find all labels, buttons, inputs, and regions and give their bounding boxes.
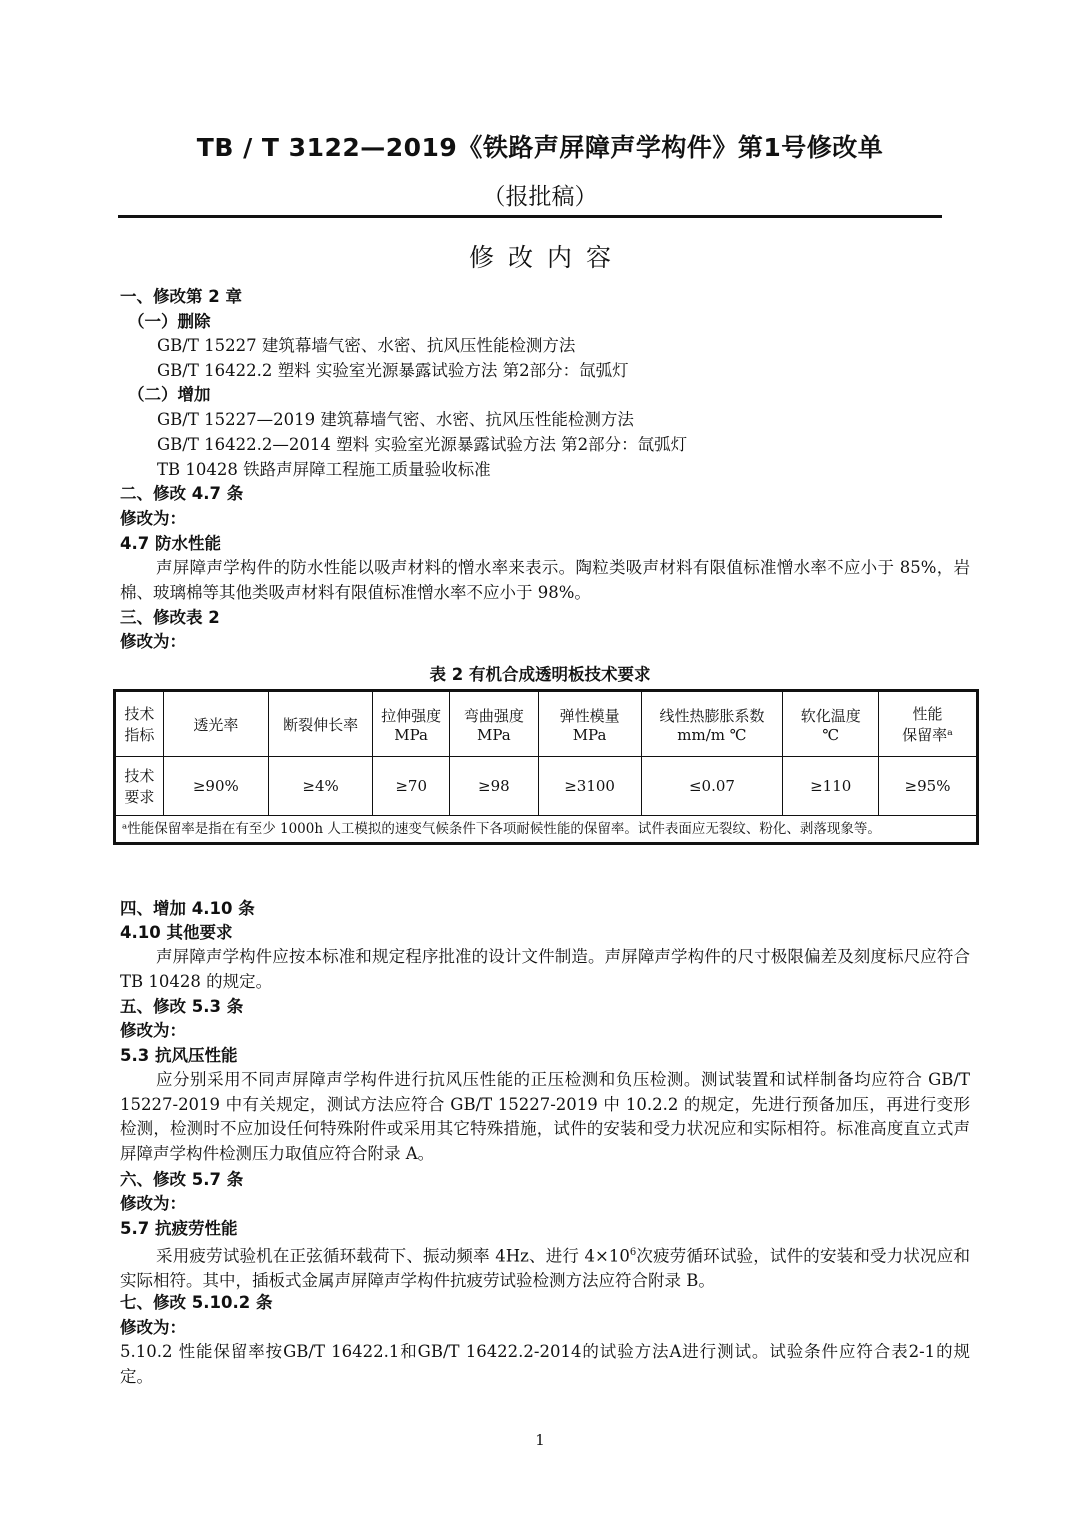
table-value-cell: 技术 要求	[115, 757, 164, 816]
table-header-cell: 线性热膨胀系数 mm/m ℃	[641, 691, 783, 757]
sec1-add-item: GB/T 16422.2—2014 塑料 实验室光源暴露试验方法 第2部分：氙弧灯	[157, 435, 688, 454]
table-note-row	[115, 816, 978, 844]
table-header-cell: 弯曲强度 MPa	[450, 691, 539, 757]
table-header-cell: 性能 保留率ᵃ	[879, 691, 978, 757]
table-header-cell: 弹性模量 MPa	[538, 691, 641, 757]
table-value-cell: ≤0.07	[641, 757, 783, 816]
spec-table	[113, 689, 979, 845]
table-value-cell: ≥70	[373, 757, 450, 816]
sec2-change-to: 修改为：	[120, 509, 186, 528]
sec7-paragraph: 5.10.2 性能保留率按GB/T 16422.1和GB/T 16422.2-2014的试验方法A进行测试。试验条件应符合表2-1的规定。	[120, 1342, 970, 1386]
sec5-change-to: 修改为：	[120, 1021, 186, 1040]
sec3-heading: 三、修改表 2	[120, 608, 220, 627]
sec7-heading: 七、修改 5.10.2 条	[120, 1293, 273, 1312]
sec1-delete-label: （一）删除	[128, 312, 211, 331]
table-value-cell: ≥110	[783, 757, 879, 816]
table-header-cell: 断裂伸长率	[268, 691, 372, 757]
sec6-heading: 六、修改 5.7 条	[120, 1170, 244, 1189]
sec6-change-to: 修改为：	[120, 1194, 186, 1213]
sec1-add-label: （二）增加	[128, 385, 211, 404]
sec5-paragraph: 应分别采用不同声屏障声学构件进行抗风压性能的正压检测和负压检测。测试装置和试样制备均应符合 GB/T 15227-2019 中有关规定，测试方法应符合 GB/T 15227-2019 中 10.2.2 的规定，先进行预备加压，再进行变形检测，检测时不应加设任何特殊附件或采用其它特殊措施，试件的安装和受力状况应和实际相符。标准高度直立式声屏障声学构件检测压力取值应符合附录 A。	[120, 1070, 970, 1163]
table-header-row	[115, 691, 978, 757]
sec2-paragraph: 声屏障声学构件的防水性能以吸声材料的憎水率来表示。陶粒类吸声材料有限值标准憎水率不应小于 85%，岩棉、玻璃棉等其他类吸声材料有限值标准憎水率不应小于 98%。	[120, 558, 970, 602]
table-footnote: ᵃ性能保留率是指在有至少 1000h 人工模拟的速变气候条件下各项耐候性能的保留率。试件表面应无裂纹、粉化、剥落现象等。	[115, 816, 978, 844]
title-divider	[118, 215, 942, 218]
table-value-cell: ≥4%	[268, 757, 372, 816]
sec4-paragraph: 声屏障声学构件应按本标准和规定程序批准的设计文件制造。声屏障声学构件的尺寸极限偏差及刻度标尺应符合 TB 10428 的规定。	[120, 947, 970, 991]
sec4-heading: 四、增加 4.10 条	[120, 899, 255, 918]
sec6-clause: 5.7 抗疲劳性能	[120, 1219, 238, 1238]
section-heading: 修改内容	[468, 243, 625, 272]
table-caption: 表 2 有机合成透明板技术要求	[429, 665, 651, 684]
sec6-text-before: 采用疲劳试验机在正弦循环载荷下、振动频率 4Hz、进行 4×10	[156, 1246, 630, 1266]
sec1-delete-item: GB/T 15227 建筑幕墙气密、水密、抗风压性能检测方法	[157, 336, 576, 355]
table-header-cell: 拉伸强度 MPa	[373, 691, 450, 757]
sec5-clause: 5.3 抗风压性能	[120, 1046, 238, 1065]
table-value-row	[115, 757, 978, 816]
sec3-change-to: 修改为：	[120, 632, 186, 651]
page-number: 1	[535, 1431, 545, 1449]
table-value-cell: ≥98	[450, 757, 539, 816]
sec1-delete-item: GB/T 16422.2 塑料 实验室光源暴露试验方法 第2部分：氙弧灯	[157, 361, 629, 380]
table-value-cell: ≥90%	[163, 757, 268, 816]
sec6-text-after: 次疲劳循环试验，试件的安装和受力状况应和实际相符。其中，插板式金属声屏障声学构件抗疲劳试验检测方法应符合附录 B。	[120, 1246, 971, 1290]
sec5-heading: 五、修改 5.3 条	[120, 997, 244, 1016]
sec1-heading: 一、修改第 2 章	[120, 287, 242, 306]
document-title: TB / T 3122—2019《铁路声屏障声学构件》第1号修改单	[196, 133, 884, 162]
table-header-cell: 软化温度 ℃	[783, 691, 879, 757]
sec4-clause: 4.10 其他要求	[120, 923, 233, 942]
table-header-cell: 技术 指标	[115, 691, 164, 757]
sec6-superscript: 6	[629, 1247, 637, 1258]
sec1-add-item: TB 10428 铁路声屏障工程施工质量验收标准	[157, 460, 491, 479]
sec2-clause: 4.7 防水性能	[120, 534, 221, 553]
table-value-cell: ≥3100	[538, 757, 641, 816]
document-subtitle: （报批稿）	[482, 184, 598, 210]
table-value-cell: ≥95%	[879, 757, 978, 816]
sec7-change-to: 修改为：	[120, 1318, 186, 1337]
sec2-heading: 二、修改 4.7 条	[120, 484, 244, 503]
sec6-paragraph	[120, 1241, 970, 1294]
table-header-cell: 透光率	[163, 691, 268, 757]
sec1-add-item: GB/T 15227—2019 建筑幕墙气密、水密、抗风压性能检测方法	[157, 410, 634, 429]
